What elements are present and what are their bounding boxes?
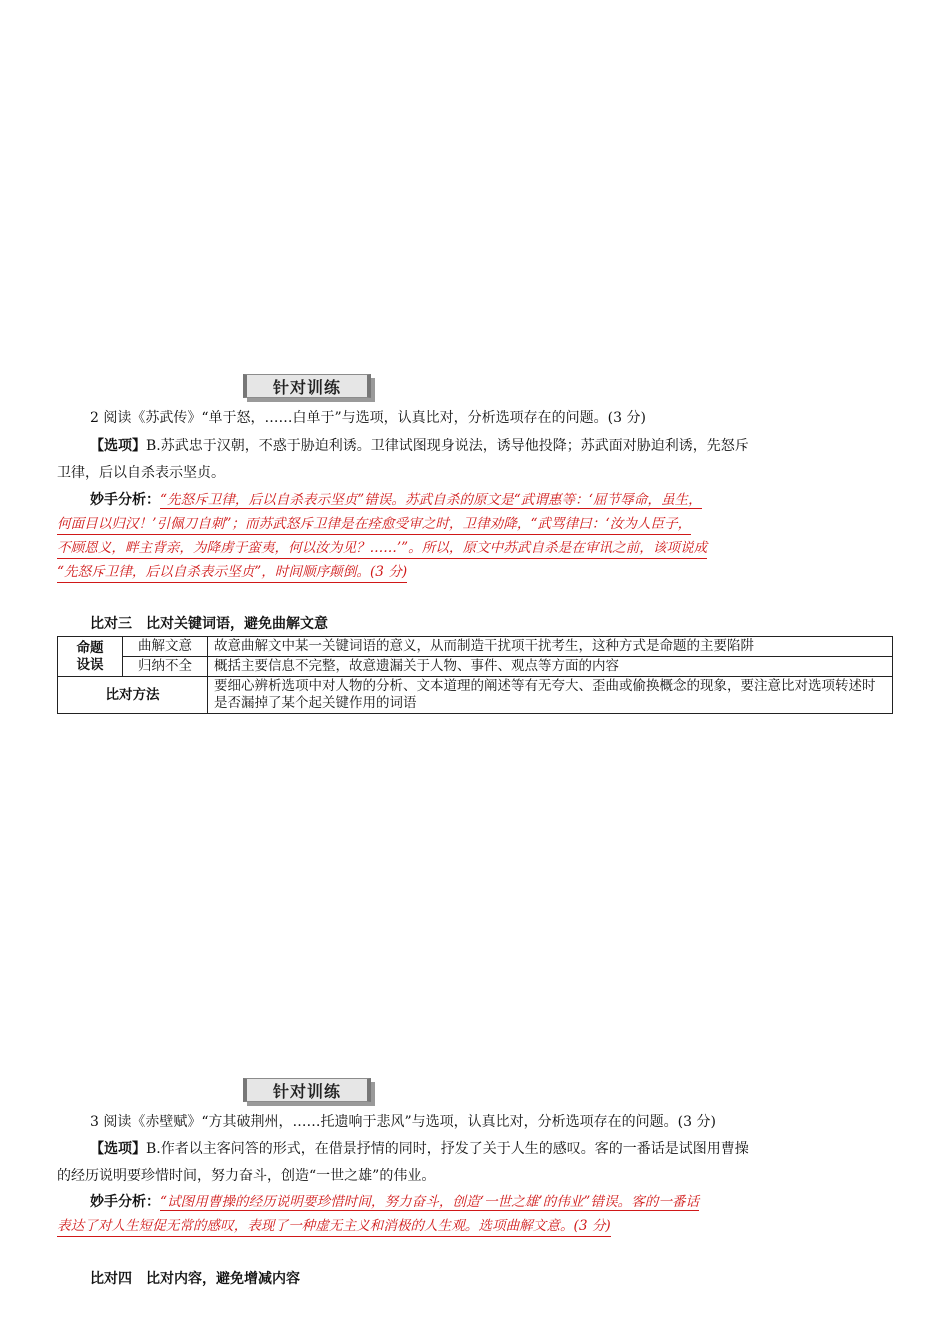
practice-badge-label: 针对训练 <box>243 1078 371 1102</box>
option-line-2: 卫律，后以自杀表示坚贞。 <box>57 465 225 481</box>
analysis-line-2: 表达了对人生短促无常的感叹，表现了一种虚无主义和消极的人生观。选项曲解文意。(3 分) <box>57 1216 611 1237</box>
practice-badge-label: 针对训练 <box>243 374 371 398</box>
content-cell: 要细心辨析选项中对人物的分析、文本道理的阐述等有无夸大、歪曲或偷换概念的现象，要注意比对选项转述时是否漏掉了某个起关键作用的词语 <box>208 677 893 714</box>
label-cell: 曲解文意 <box>123 637 208 657</box>
analysis-label: 妙手分析： <box>90 492 160 508</box>
table-row <box>58 677 893 714</box>
analysis-line-2: 何面目以归汉！’引佩刀自刺”；而苏武怒斥卫律是在痊愈受审之时，卫律劝降，“武骂律曰：‘汝为人臣子， <box>57 514 691 535</box>
content-cell: 故意曲解文中某一关键词语的意义，从而制造干扰项干扰考生，这种方式是命题的主要陷阱 <box>208 637 893 657</box>
analysis-line-1 <box>90 490 702 510</box>
method-label-cell: 比对方法 <box>58 677 208 714</box>
question-3: 3 阅读《赤壁赋》“方其破荆州，……托遗响于悲风”与选项，认真比对，分析选项存在的问题。(3 分) <box>90 1114 716 1130</box>
row-header-line: 命题 <box>76 639 104 656</box>
analysis-line-3: 不顾恩义，畔主背亲，为降虏于蛮夷，何以汝为见？……’”。所以，原文中苏武自杀是在审讯之前，该项说成 <box>57 538 707 559</box>
option-text: B.苏武忠于汉朝，不惑于胁迫利诱。卫律试图现身说法，诱导他投降；苏武面对胁迫利诱，先怒斥 <box>146 438 749 454</box>
option-tag: 【选项】 <box>90 438 146 454</box>
analysis-text: “试图用曹操的经历说明要珍惜时间，努力奋斗，创造‘一世之雄’的伟业”错误。客的一番话 <box>160 1194 700 1210</box>
label-cell: 归纳不全 <box>123 657 208 677</box>
practice-badge-2 <box>243 1078 377 1108</box>
content-cell: 概括主要信息不完整，故意遗漏关于人物、事件、观点等方面的内容 <box>208 657 893 677</box>
analysis-label: 妙手分析： <box>90 1194 160 1210</box>
analysis-line-1 <box>90 1192 699 1212</box>
row-header-cell <box>58 637 123 677</box>
analysis-line-4: “先怒斥卫律，后以自杀表示坚贞”，时间顺序颠倒。(3 分) <box>57 562 407 583</box>
section-heading-4: 比对四 比对内容，避免增减内容 <box>90 1271 300 1287</box>
row-header-line: 设误 <box>76 656 104 673</box>
analysis-text: “先怒斥卫律，后以自杀表示坚贞”错误。苏武自杀的原文是“武谓惠等：‘屈节辱命，虽生， <box>160 492 702 508</box>
option-line-2: 的经历说明要珍惜时间，努力奋斗，创造“一世之雄”的伟业。 <box>57 1168 436 1184</box>
option-tag: 【选项】 <box>90 1141 146 1157</box>
table-row <box>58 657 893 677</box>
option-text: B.作者以主客问答的形式，在借景抒情的同时，抒发了关于人生的感叹。客的一番话是试图用曹操 <box>146 1141 749 1157</box>
option-line-1 <box>90 436 749 456</box>
table-row <box>58 637 893 657</box>
question-2: 2 阅读《苏武传》“单于怒，……白单于”与选项，认真比对，分析选项存在的问题。(3 分) <box>90 410 646 426</box>
comparison-table <box>57 636 893 714</box>
option-line-1 <box>90 1139 749 1159</box>
practice-badge-1 <box>243 374 377 404</box>
section-heading-3: 比对三 比对关键词语，避免曲解文意 <box>90 616 328 632</box>
